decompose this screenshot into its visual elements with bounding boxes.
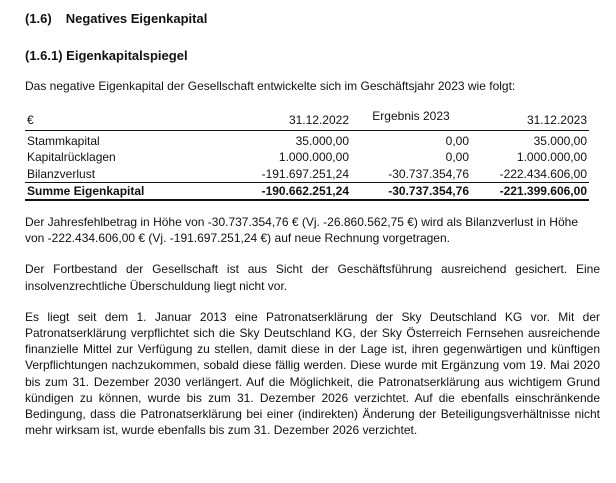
section-title: Negatives Eigenkapital [65,11,208,26]
cell-2022: 1.000.000,00 [278,150,349,165]
section-heading [25,10,600,28]
table-row [25,166,589,183]
row-label: Stammkapital [27,134,100,149]
cell-result: 0,00 [445,134,469,149]
cell-2023: -222.434.606,00 [499,166,587,181]
table-header-row [25,108,589,131]
paragraph-going-concern: Der Fortbestand der Gesellschaft ist aus Sicht der Geschäftsführung ausreichend gesichert. Eine insolvenzrechtliche Überschuldung liegt nicht vor. [25,262,600,293]
cell-2023: 1.000.000,00 [516,150,587,165]
table-row [25,131,589,150]
cell-2023: 35.000,00 [533,134,587,149]
document-page [25,10,600,438]
header-currency: € [25,108,221,131]
paragraph-comfort-letter: Es liegt seit dem 1. Januar 2013 eine Patronatserklärung der Sky Deutschland KG vor. Mit der Patronatserklärung verpflichtet sich die Sky Deutschland KG, der Sky Österreich Fernsehen ausreichende finanzielle Mittel zur Verfügung zu stellen, damit diese in der Lage ist, ihren gegenwärtigen und künftigen Verpflichtungen nachzukommen, sobald diese fällig werden. Diese wurde mit Ergänzung vom 19. Mai 2020 bis zum 31. Dezember 2030 verlängert. Auf die Möglichkeit, die Patronatserklärung aus wichtigem Grund kündigen zu können, wurde bis zum 31. Dezember 2026 verzichtet. Auf die ebenfalls einschränkende Bedingung, dass die Patronatserklärung bei einer (indirekten) Änderung der Beteiligungsverhältnisse nicht mehr wirksam ist, wurde ebenfalls bis zum 31. Dezember 2026 verzichtet. [25,309,600,438]
total-label: Summe Eigenkapital [25,182,221,200]
table-row [25,149,589,165]
paragraph-deficit: Der Jahresfehlbetrag in Höhe von -30.737.354,76 € (Vj. -26.860.562,75 €) wird als Bilanzverlust in Höhe von -222.434.606,00 € (Vj. -191.697.251,24 €) auf neue Rechnung vorgetragen. [25,215,578,246]
row-label: Kapitalrücklagen [27,150,116,165]
cell-result: 0,00 [445,150,469,165]
cell-2022: 35.000,00 [295,134,349,149]
header-date-2022: 31.12.2022 [221,108,351,131]
equity-table [25,108,589,201]
total-2022: -190.662.251,24 [221,182,351,200]
subsection-heading: (1.6.1) Eigenkapitalspiegel [25,47,188,63]
table-total-row [25,182,589,200]
header-result-2023: Ergebnis 2023 [351,108,471,131]
total-2023: -221.399.606,00 [471,182,589,200]
cell-2022: -191.697.251,24 [261,166,349,181]
header-date-2023: 31.12.2023 [471,108,589,131]
cell-result: -30.737.354,76 [388,166,469,181]
total-result: -30.737.354,76 [351,182,471,200]
intro-paragraph: Das negative Eigenkapital der Gesellschaft entwickelte sich im Geschäftsjahr 2023 wie folgt: [25,79,516,94]
section-number: (1.6) [25,11,52,26]
row-label: Bilanzverlust [27,166,96,181]
